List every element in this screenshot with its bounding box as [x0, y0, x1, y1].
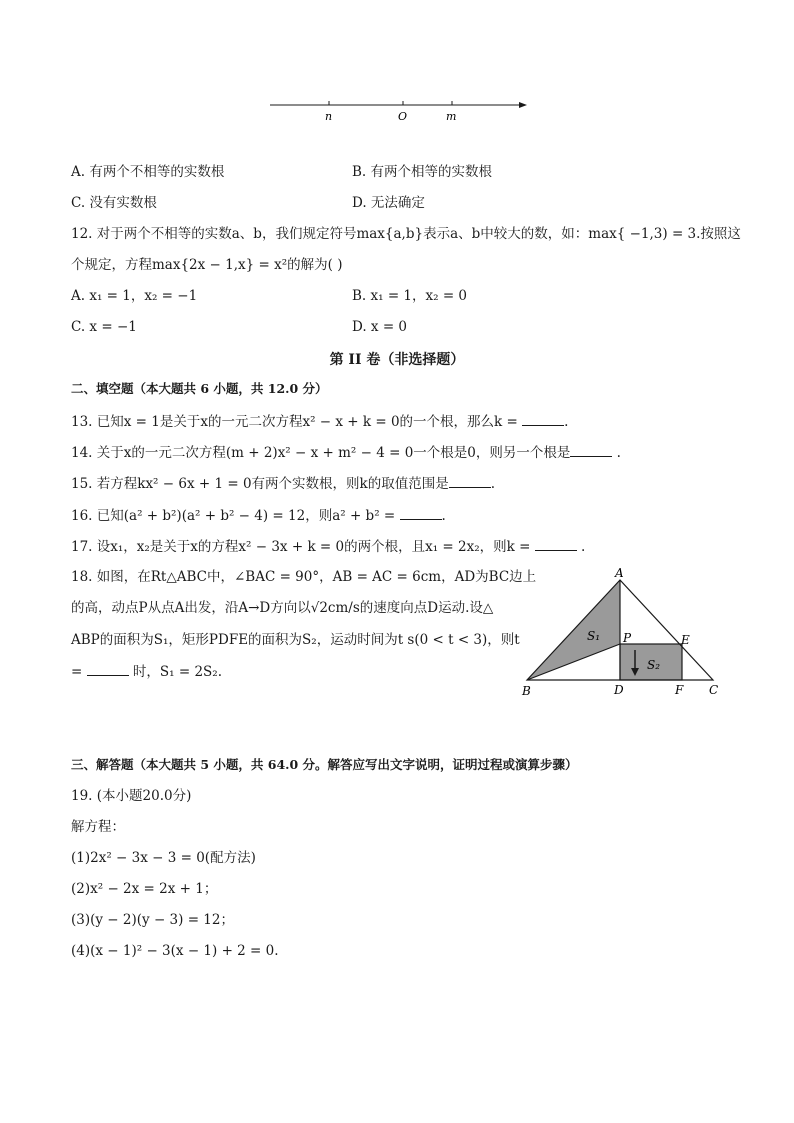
- q13-text: 13. 已知x = 1是关于x的一元二次方程x² − x + k = 0的一个根，那么k =: [71, 414, 523, 430]
- q13-blank: [522, 411, 564, 426]
- section2-title: 第 II 卷（非选择题）: [329, 352, 465, 368]
- q12-line2: 个规定，方程max{2x − 1,x} = x²的解为( ): [71, 257, 343, 273]
- q19-item-1: (1)2x² − 3x − 3 = 0(配方法): [71, 850, 256, 866]
- q14-end: .: [612, 445, 621, 461]
- q14-text: 14. 关于x的一元二次方程(m + 2)x² − x + m² − 4 = 0一个根是0，则另一个根是: [71, 445, 571, 461]
- label-s2: S₂: [647, 658, 661, 672]
- label-c: C: [709, 683, 719, 697]
- label-f: F: [675, 683, 684, 697]
- label-d: D: [614, 683, 624, 697]
- q17-end: .: [576, 539, 586, 555]
- label-a: A: [615, 568, 624, 580]
- q16-end: .: [441, 508, 446, 524]
- q18-line3: ABP的面积为S₁，矩形PDFE的面积为S₂，运动时间为t s(0 < t < 3)，则t: [71, 632, 520, 648]
- number-line-label-n: n: [325, 110, 333, 123]
- q13: [71, 411, 568, 432]
- label-e: E: [681, 633, 690, 647]
- section2-heading: 二、填空题（本大题共 6 小题，共 12.0 分）: [71, 381, 328, 396]
- q13-end: .: [564, 414, 569, 430]
- q11-option-b: B. 有两个相等的实数根: [352, 164, 493, 180]
- q19-title: 19. (本小题20.0分): [71, 788, 192, 804]
- q18-line4: [71, 661, 222, 682]
- q16-text: 16. 已知(a² + b²)(a² + b² − 4) = 12，则a² + b² =: [71, 508, 400, 524]
- q11-option-c: C. 没有实数根: [71, 195, 157, 211]
- label-p: P: [623, 631, 632, 645]
- q14: [71, 442, 621, 463]
- q18-line4-start: =: [71, 664, 87, 680]
- q16-blank: [400, 505, 442, 520]
- q18-line4-end: 时，S₁ = 2S₂.: [128, 664, 222, 680]
- q17: [71, 536, 585, 557]
- q15-text: 15. 若方程kx² − 6x + 1 = 0有两个实数根，则k的取值范围是: [71, 476, 449, 492]
- triangle-figure: [515, 568, 730, 703]
- q19-item-2: (2)x² − 2x = 2x + 1；: [71, 881, 218, 897]
- q18-blank: [87, 661, 129, 676]
- number-line-label-m: m: [446, 110, 457, 123]
- q15: [71, 473, 495, 494]
- label-b: B: [522, 684, 531, 698]
- q11-option-d: D. 无法确定: [352, 195, 425, 211]
- q12-option-c: C. x = −1: [71, 319, 137, 335]
- q15-blank: [449, 473, 491, 488]
- q12-option-d: D. x = 0: [352, 319, 408, 335]
- q17-blank: [535, 536, 577, 551]
- q14-blank: [570, 442, 612, 457]
- q15-end: .: [490, 476, 496, 492]
- q17-text: 17. 设x₁，x₂是关于x的方程x² − 3x + k = 0的两个根，且x₁ = 2x₂，则k =: [71, 539, 535, 555]
- label-s1: S₁: [587, 629, 601, 643]
- q19-item-4: (4)(x − 1)² − 3(x − 1) + 2 = 0.: [71, 943, 279, 959]
- section3-heading: 三、解答题（本大题共 5 小题，共 64.0 分。解答应写出文字说明，证明过程或演算步骤）: [71, 757, 578, 772]
- q12-option-b: B. x₁ = 1，x₂ = 0: [352, 288, 468, 304]
- q19-intro: 解方程：: [71, 819, 125, 835]
- q18-line1: 18. 如图，在Rt△ABC中，∠BAC = 90°，AB = AC = 6cm，AD为BC边上: [71, 569, 537, 585]
- number-line: [265, 95, 535, 125]
- q16: [71, 505, 446, 526]
- number-line-label-o: O: [398, 110, 408, 123]
- q11-option-a: A. 有两个不相等的实数根: [71, 164, 225, 180]
- q19-item-3: (3)(y − 2)(y − 3) = 12；: [71, 912, 234, 928]
- q18-line2: 的高，动点P从点A出发，沿A→D方向以√2cm/s的速度向点D运动.设△: [71, 600, 494, 616]
- q12-line1: 12. 对于两个不相等的实数a、b，我们规定符号max{a,b}表示a、b中较大的数，如：max{ −1,3) = 3.按照这: [71, 226, 741, 242]
- q12-option-a: A. x₁ = 1，x₂ = −1: [71, 288, 198, 304]
